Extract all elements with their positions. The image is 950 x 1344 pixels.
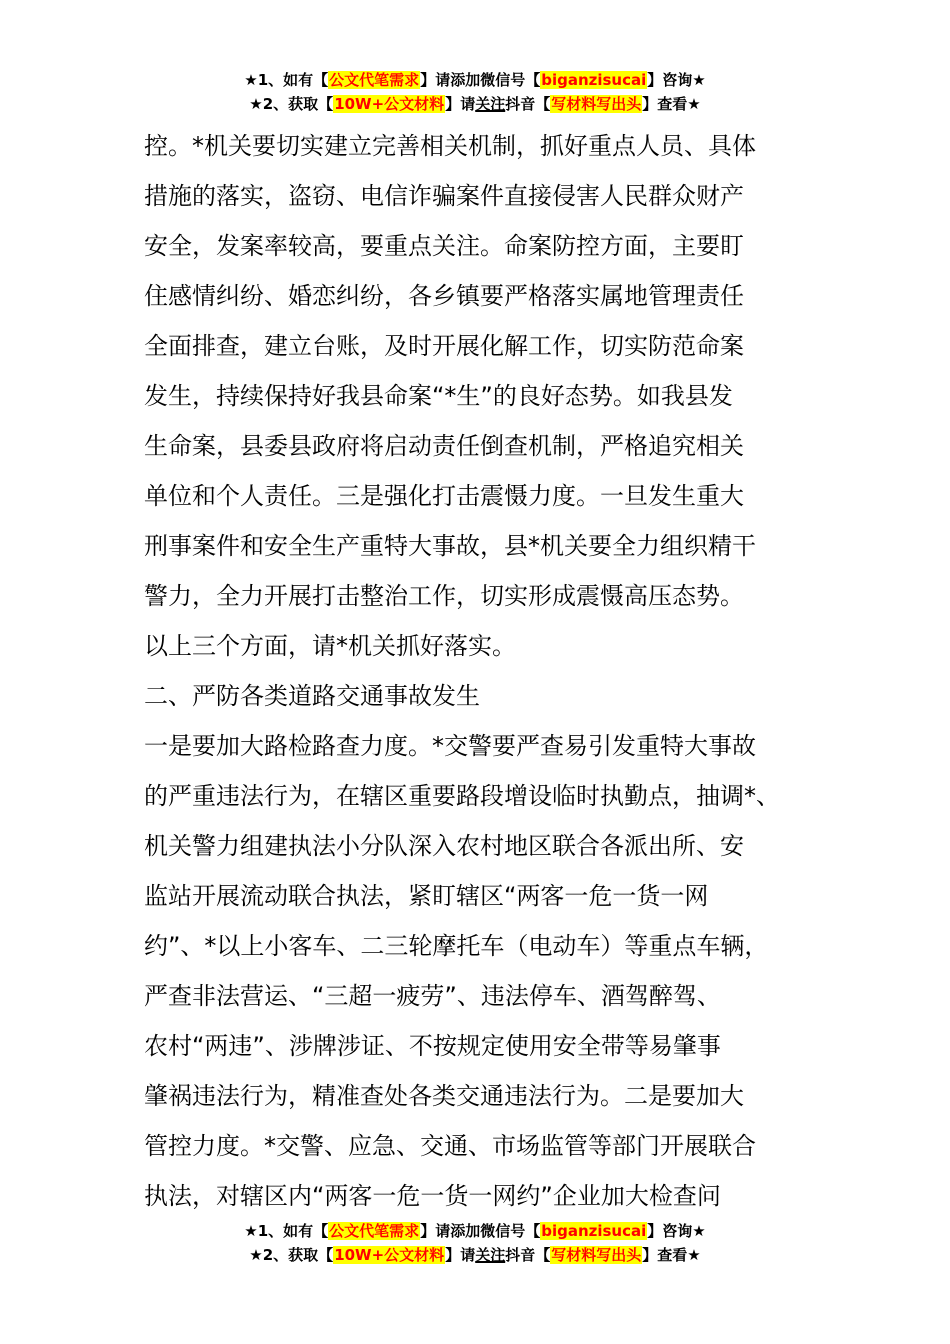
body-line: 监站开展流动联合执法，紧盯辖区“两客一危一货一网 (144, 882, 709, 910)
banner-text: 】请 (445, 95, 476, 113)
banner-text: ★2、获取【 (249, 95, 334, 113)
body-line: 全面排查，建立台账，及时开展化解工作，切实防范命案 (144, 332, 744, 360)
banner-text: 】咨询★ (647, 1222, 706, 1240)
body-line: 刑事案件和安全生产重特大事故，县*机关要全力组织精干 (144, 532, 756, 560)
banner-text: ★1、如有【 (244, 71, 329, 89)
banner-highlight-douyin-name: 写材料写出头 (551, 95, 642, 113)
footer-banner-line-1 (0, 1219, 950, 1243)
body-line: 生命案，县委县政府将启动责任倒查机制，严格追究相关 (144, 432, 744, 460)
banner-text: 抖音【 (505, 1246, 551, 1264)
footer-banner (0, 1219, 950, 1267)
banner-text: 】请 (445, 1246, 476, 1264)
body-line: 安全，发案率较高，要重点关注。命案防控方面，主要盯 (144, 232, 744, 260)
body-line: 肇祸违法行为，精准查处各类交通违法行为。二是要加大 (144, 1082, 744, 1110)
document-body (144, 121, 844, 1221)
body-line: 以上三个方面，请*机关抓好落实。 (144, 632, 516, 660)
header-banner (0, 68, 950, 116)
banner-highlight: 10W+公文材料 (334, 95, 445, 113)
banner-text: 】查看★ (642, 1246, 701, 1264)
banner-highlight-douyin-name: 写材料写出头 (551, 1246, 642, 1264)
banner-underlined-text: 关注 (475, 1246, 506, 1264)
body-line: 单位和个人责任。三是强化打击震慑力度。一旦发生重大 (144, 482, 744, 510)
banner-highlight: 10W+公文材料 (334, 1246, 445, 1264)
banner-highlight-wechat-id: biganzisucai (541, 1222, 647, 1240)
body-line: 执法，对辖区内“两客一危一货一网约”企业加大检查问 (144, 1182, 721, 1210)
body-line: 机关警力组建执法小分队深入农村地区联合各派出所、安 (144, 832, 744, 860)
body-line: 发生，持续保持好我县命案“*生”的良好态势。如我县发 (144, 382, 733, 410)
banner-text: 】请添加微信号【 (420, 1222, 541, 1240)
banner-text: 】查看★ (642, 95, 701, 113)
banner-text: 】请添加微信号【 (420, 71, 541, 89)
banner-highlight: 公文代笔需求 (329, 1222, 420, 1240)
banner-highlight-wechat-id: biganzisucai (541, 71, 647, 89)
body-line: 管控力度。*交警、应急、交通、市场监管等部门开展联合 (144, 1132, 756, 1160)
banner-text: 】咨询★ (647, 71, 706, 89)
section-heading: 二、严防各类道路交通事故发生 (144, 682, 480, 710)
body-line: 措施的落实，盗窃、电信诈骗案件直接侵害人民群众财产 (144, 182, 744, 210)
body-line: 控。*机关要切实建立完善相关机制，抓好重点人员、具体 (144, 132, 756, 160)
body-line: 约”、*以上小客车、二三轮摩托车（电动车）等重点车辆， (144, 932, 769, 960)
body-line: 的严重违法行为，在辖区重要路段增设临时执勤点，抽调*、 (144, 782, 780, 810)
body-line: 警力，全力开展打击整治工作，切实形成震慑高压态势。 (144, 582, 744, 610)
header-banner-line-2 (0, 92, 950, 116)
banner-underlined-text: 关注 (475, 95, 506, 113)
banner-text: ★1、如有【 (244, 1222, 329, 1240)
banner-text: ★2、获取【 (249, 1246, 334, 1264)
body-line: 住感情纠纷、婚恋纠纷，各乡镇要严格落实属地管理责任 (144, 282, 744, 310)
banner-text: 抖音【 (505, 95, 551, 113)
body-line: 农村“两违”、涉牌涉证、不按规定使用安全带等易肇事 (144, 1032, 721, 1060)
body-line: 一是要加大路检路查力度。*交警要严查易引发重特大事故 (144, 732, 756, 760)
body-line: 严查非法营运、“三超一疲劳”、违法停车、酒驾醉驾、 (144, 982, 721, 1010)
footer-banner-line-2 (0, 1243, 950, 1267)
banner-highlight: 公文代笔需求 (329, 71, 420, 89)
header-banner-line-1 (0, 68, 950, 92)
